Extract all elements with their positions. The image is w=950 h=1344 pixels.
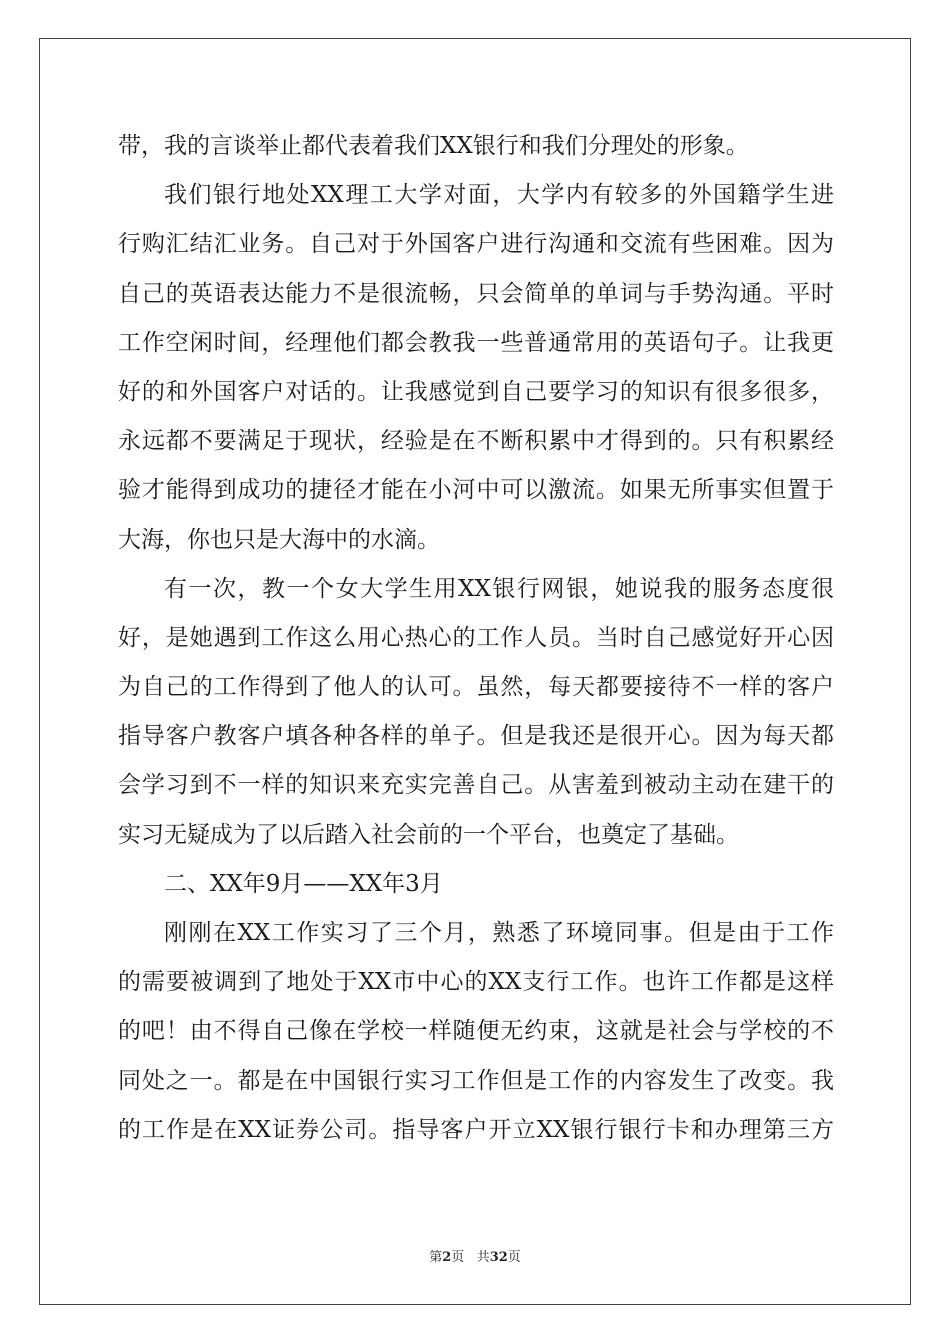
text-line: 会学习到不一样的知识来充实完善自己。从害羞到被动主动在建干的 <box>118 772 834 799</box>
text-line: 的吧！由不得自己像在学校一样随便无约束，这就是社会与学校的不 <box>118 1018 834 1045</box>
text-line: 有一次，教一个女大学生用XX银行网银，她说我的服务态度很 <box>164 575 834 602</box>
text-line: 同处之一。都是在中国银行实习工作但是工作的内容发生了改变。我 <box>118 1067 834 1094</box>
page-footer <box>0 1246 950 1265</box>
section-heading: 二、XX年9月——XX年3月 <box>164 870 443 897</box>
text-line: 的工作是在XX证券公司。指导客户开立XX银行银行卡和办理第三方 <box>118 1116 834 1143</box>
page-prefix: 第 <box>429 1250 443 1265</box>
text-line: 自己的英语表达能力不是很流畅，只会简单的单词与手势沟通。平时 <box>118 280 834 307</box>
current-page-number: 2 <box>442 1250 452 1265</box>
document-body <box>118 122 834 1155</box>
text-line: 永远都不要满足于现状，经验是在不断积累中才得到的。只有积累经 <box>118 428 834 455</box>
text-line: 行购汇结汇业务。自己对于外国客户进行沟通和交流有些困难。因为 <box>118 231 834 258</box>
page-label: 页 <box>451 1250 465 1265</box>
text-line: 实习无疑成为了以后踏入社会前的一个平台，也奠定了基础。 <box>118 821 739 848</box>
text-line: 刚刚在XX工作实习了三个月，熟悉了环境同事。但是由于工作 <box>164 920 834 946</box>
text-line: 指导客户教客户填各种各样的单子。但是我还是很开心。因为每天都 <box>118 723 834 750</box>
total-prefix: 共 <box>476 1250 490 1265</box>
text-line: 我们银行地处XX理工大学对面，大学内有较多的外国籍学生进 <box>164 182 834 209</box>
text-line: 带，我的言谈举止都代表着我们XX银行和我们分理处的形象。 <box>118 133 749 159</box>
total-pages-number: 32 <box>489 1250 508 1265</box>
text-line: 验才能得到成功的捷径才能在小河中可以激流。如果无所事实但置于 <box>118 477 834 504</box>
text-line: 为自己的工作得到了他人的认可。虽然，每天都要接待不一样的客户 <box>118 674 834 701</box>
text-line: 好的和外国客户对话的。让我感觉到自己要学习的知识有很多很多， <box>118 378 834 405</box>
text-line: 的需要被调到了地处于XX市中心的XX支行工作。也许工作都是这样 <box>118 969 834 996</box>
text-line: 工作空闲时间，经理他们都会教我一些普通常用的英语句子。让我更 <box>118 329 834 356</box>
text-line: 好，是她遇到工作这么用心热心的工作人员。当时自己感觉好开心因 <box>118 624 834 651</box>
text-line: 大海，你也只是大海中的水滴。 <box>118 526 440 553</box>
total-suffix: 页 <box>507 1250 521 1265</box>
